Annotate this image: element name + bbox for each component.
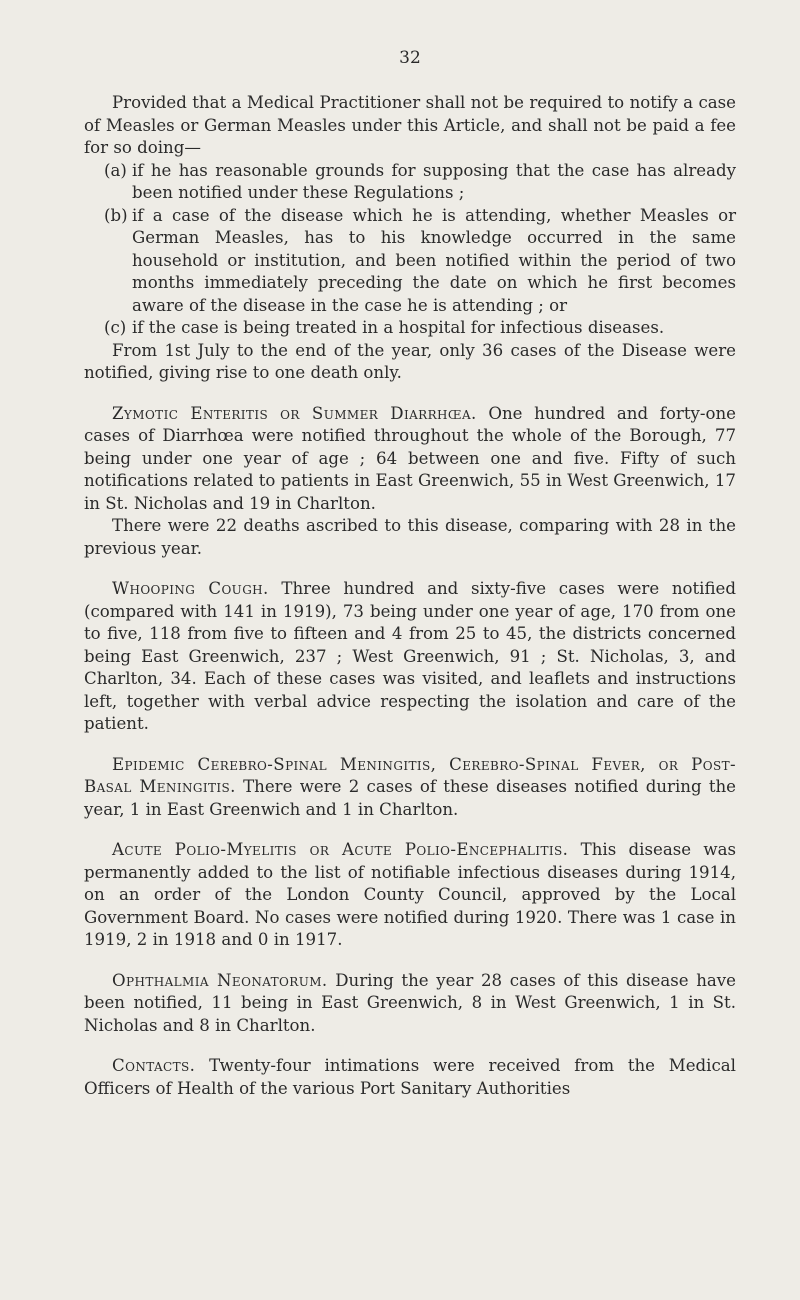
clause-item	[84, 205, 736, 318]
clause-marker: (c)	[104, 318, 127, 337]
paragraph-measles-summary: From 1st July to the end of the year, only 36 cases of the Disease were notified, giving rise to one death only.	[84, 340, 736, 382]
paragraph-zymotic-enteritis: Zymotic Enteritis or Summer Diarrhœa. One hundred and forty-one cases of Diarrhœa were notified throughout the whole of the Borough, 77 being under one year of age ; 64 between one and five. Fifty of such notifications related to patients in East Greenwich, 55 in West Greenwich, 17 in St. Nicholas and 19 in Charlton.	[84, 403, 737, 513]
clause-text: if a case of the disease which he is attending, whether Measles or German Measles, has to his knowledge occurred in the same household or institution, and been notified within the period of two months immediately preceding the date on which he first becomes aware of the disease in the case he is attending ; or	[132, 205, 736, 315]
intro-paragraph: Provided that a Medical Practitioner shall not be required to notify a case of Measles or German Measles under this Article, and shall not be paid a fee for so doing—	[84, 93, 736, 157]
paragraph-contacts: Contacts. Twenty-four intimations were received from the Medical Officers of Health of the various Port Sanitary Authorities	[84, 1056, 736, 1098]
page-number: 32	[399, 48, 421, 68]
section-heading: Whooping Cough.	[112, 579, 269, 598]
clause-marker: (a)	[104, 160, 127, 180]
paragraph-diarrhoea-deaths: There were 22 deaths ascribed to this disease, comparing with 28 in the previous year.	[84, 516, 736, 558]
clause-text: if he has reasonable grounds for supposing that the case has already been notified under these Regulations ;	[132, 160, 736, 202]
section-heading: Zymotic Enteritis or Summer Diarrhœa.	[112, 403, 477, 423]
clause-text: if the case is being treated in a hospital for infectious diseases.	[132, 318, 665, 337]
paragraph-polio: Acute Polio-Myelitis or Acute Polio-Encephalitis. This disease was permanently added to the list of notifiable infectious diseases during 1914, on an order of the London County Council, approved by the Local Government Board. No cases were notified during 1920. There was 1 case in 1919, 2 in 1918 and 0 in 1917.	[84, 840, 736, 949]
clause-list	[84, 160, 736, 340]
paragraph-whooping-cough: Whooping Cough. Three hundred and sixty-five cases were notified (compared with 141 in 1919), 73 being under one year of age, 170 from one to five, 118 from five to fifteen and 4 from 25 to 45, the districts concerned being East Greenwich, 237 ; West Greenwich, 91 ; St. Nicholas, 3, and Charlton, 34. Each of these cases was visited, and leaflets and instructions left, together with verbal advice respecting the isolation and care of the patient.	[84, 579, 736, 733]
clause-item	[84, 160, 736, 205]
section-heading: Acute Polio-Myelitis or Acute Polio-Encephalitis.	[112, 840, 569, 859]
paragraph-meningitis: Epidemic Cerebro-Spinal Meningitis, Cerebro-Spinal Fever, or Post-Basal Meningitis. There were 2 cases of these diseases notified during the year, 1 in East Greenwich and 1 in Charlton.	[84, 754, 736, 819]
clause-marker: (b)	[104, 205, 128, 225]
section-heading: Epidemic Cerebro-Spinal Meningitis, Cerebro-Spinal Fever, or Post-Basal Meningitis.	[84, 754, 736, 796]
section-heading: Contacts.	[112, 1056, 196, 1075]
clause-item	[84, 317, 736, 340]
paragraph-ophthalmia: Ophthalmia Neonatorum. During the year 28 cases of this disease have been notified, 11 being in East Greenwich, 8 in West Greenwich, 1 in St. Nicholas and 8 in Charlton.	[84, 970, 736, 1035]
section-heading: Ophthalmia Neonatorum.	[112, 970, 328, 990]
body-text	[84, 92, 736, 1100]
